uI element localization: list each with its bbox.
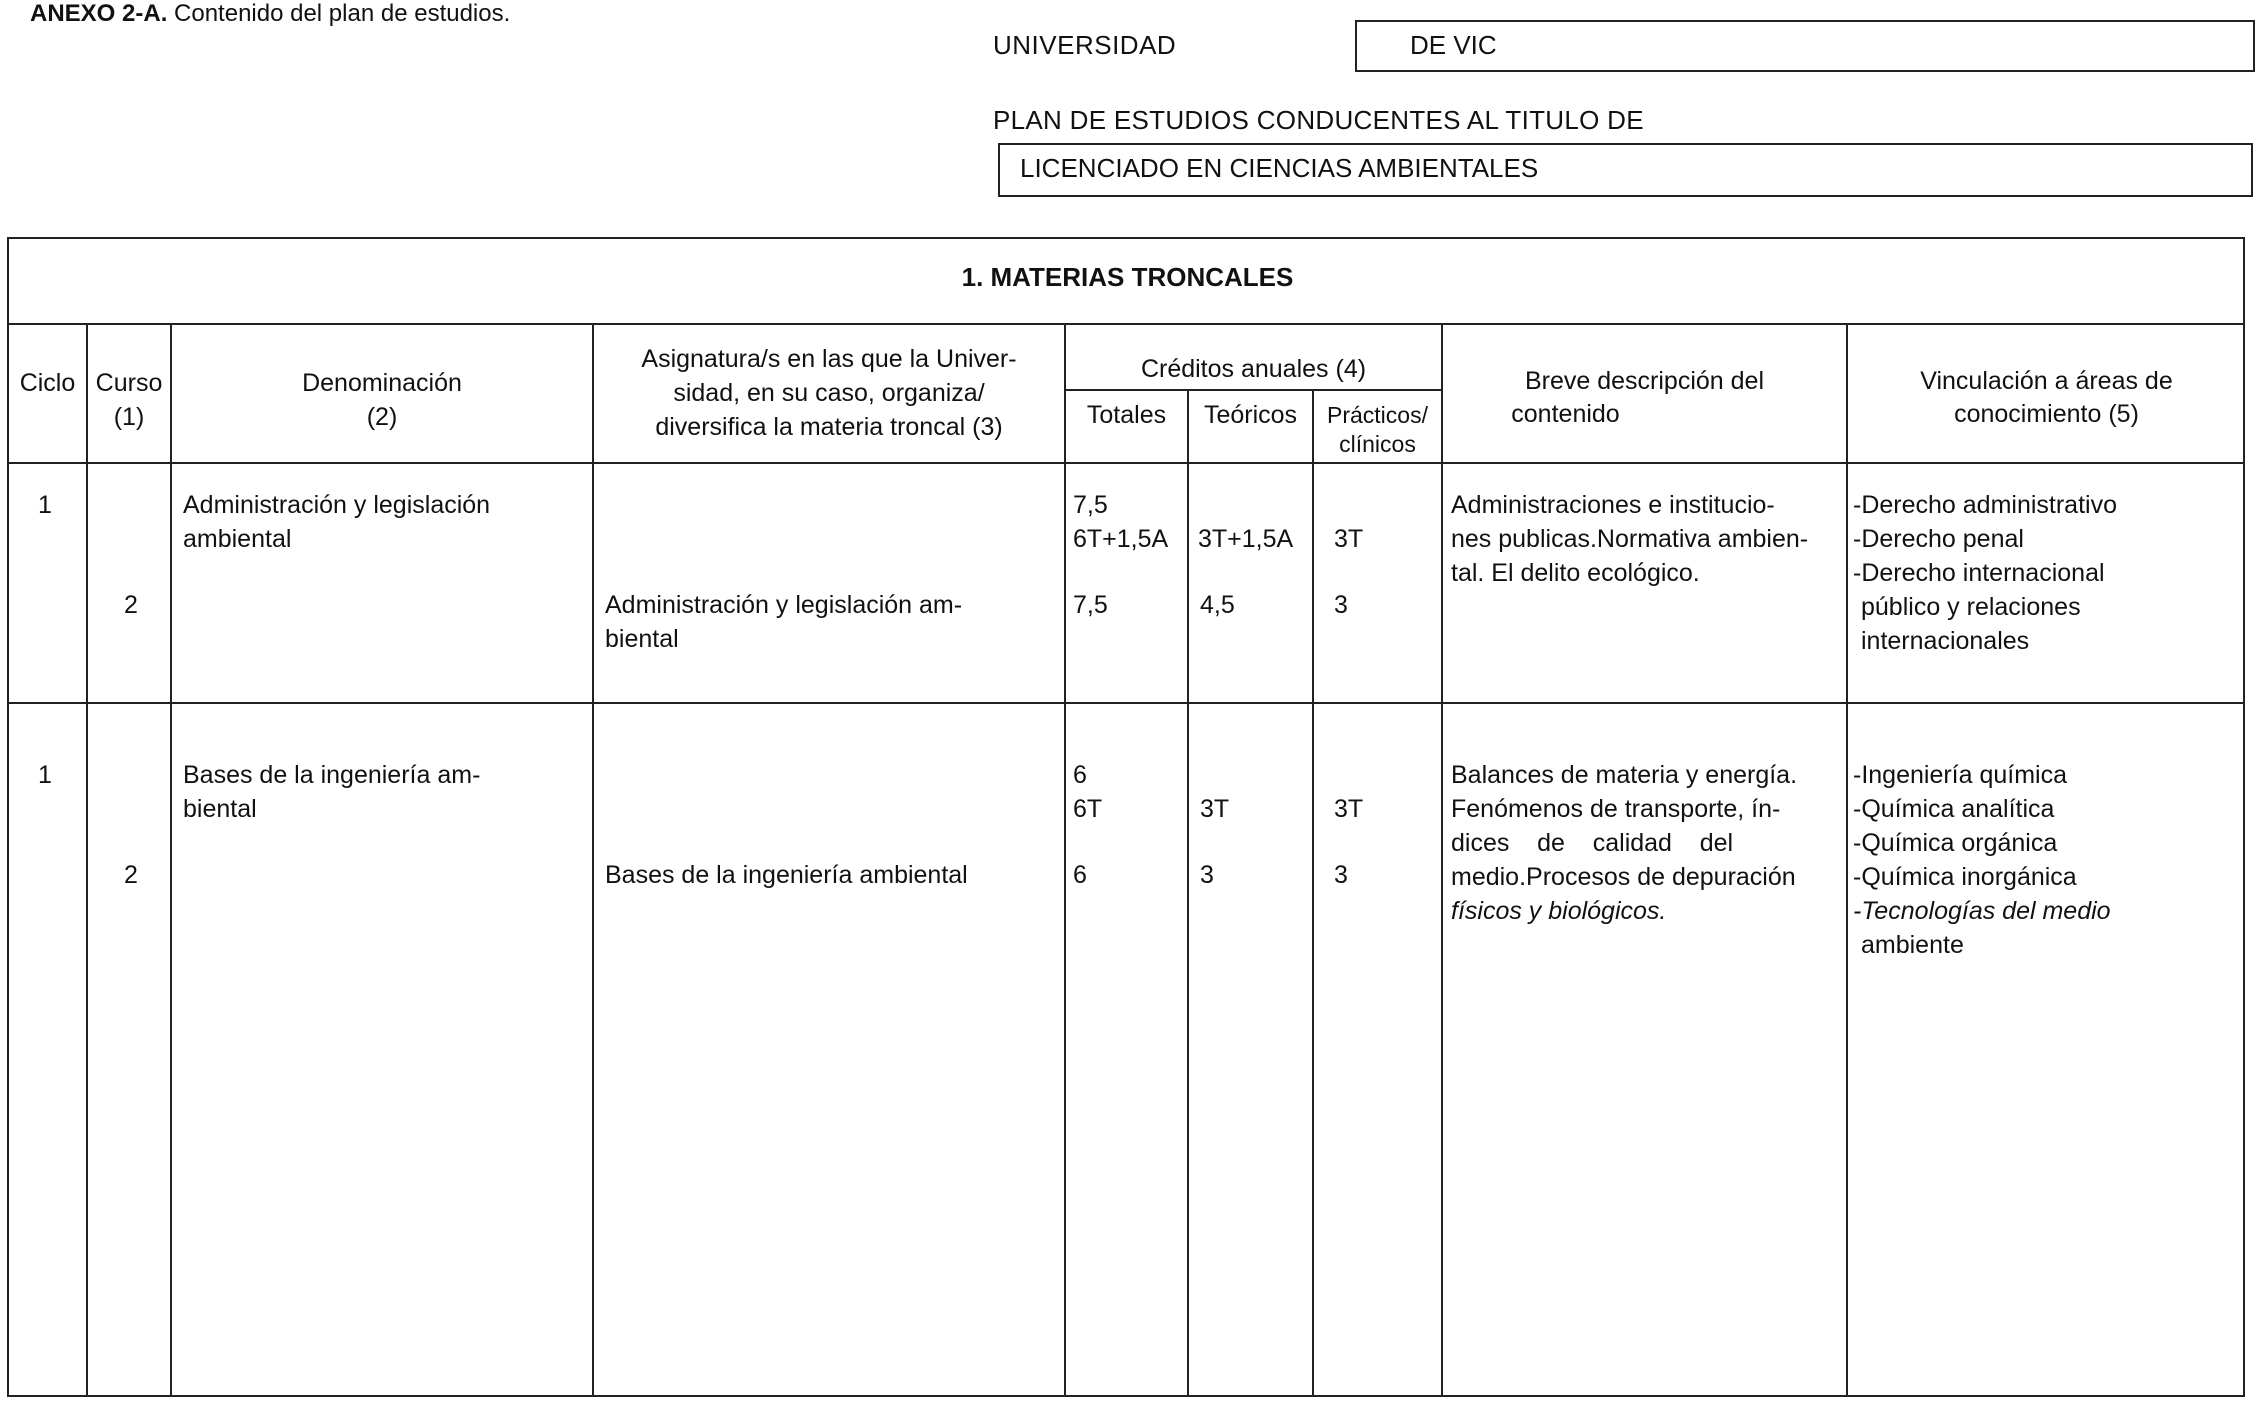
row2-denominacion-line1: Bases de la ingeniería am-: [183, 761, 481, 789]
row1-totales-materia-split: 6T+1,5A: [1073, 525, 1169, 553]
header-descripcion-line1: Breve descripción del: [1524, 367, 1764, 395]
row2-area-1: -Ingeniería química: [1853, 761, 2068, 789]
row1-practicos-asignatura: 3: [1334, 591, 1348, 619]
header-denominacion-note: (2): [366, 403, 398, 431]
header-curso: Curso: [95, 369, 163, 397]
row1-descripcion-line2: nes publicas.Normativa ambien-: [1451, 525, 1809, 553]
row1-ciclo: 1: [38, 491, 52, 519]
row2-practicos-asignatura: 3: [1334, 861, 1348, 889]
header-descripcion-line2: contenido: [1511, 400, 1620, 428]
table-divider: [1064, 389, 1441, 391]
row1-area-2: -Derecho penal: [1853, 525, 2024, 553]
row1-curso: 2: [124, 591, 138, 619]
header-curso-note: (1): [113, 403, 145, 431]
column-divider: [592, 323, 594, 1397]
row1-area-3: -Derecho internacional: [1853, 559, 2105, 587]
row1-asignatura-line1: Administración y legislación am-: [605, 591, 963, 619]
header-ciclo: Ciclo: [19, 369, 76, 397]
row1-asignatura-line2: biental: [605, 625, 679, 653]
column-divider: [1064, 323, 1066, 1397]
row2-area-4: -Química inorgánica: [1853, 863, 2077, 891]
row1-totales-asignatura: 7,5: [1073, 591, 1108, 619]
row1-teoricos-materia: 3T+1,5A: [1198, 525, 1294, 553]
row2-totales-materia-split: 6T: [1073, 795, 1103, 823]
row2-curso: 2: [124, 861, 138, 889]
row1-denominacion-line2: ambiental: [183, 525, 292, 553]
annex-heading: [30, 0, 510, 28]
row1-teoricos-asignatura: 4,5: [1200, 591, 1235, 619]
university-label: UNIVERSIDAD: [993, 30, 1177, 60]
annex-text: Contenido del plan de estudios.: [167, 0, 511, 27]
table-divider: [7, 462, 2245, 464]
row1-totales-materia: 7,5: [1073, 491, 1108, 519]
header-practicos-line2: clínicos: [1339, 431, 1416, 457]
header-asignatura-line2: sidad, en su caso, organiza/: [673, 379, 985, 407]
row1-descripcion-line3: tal. El delito ecológico.: [1451, 559, 1700, 587]
row1-descripcion-line1: Administraciones e institucio-: [1451, 491, 1775, 519]
row2-area-2: -Química analítica: [1853, 795, 2055, 823]
row2-descripcion-line3: dices de calidad del: [1451, 829, 1734, 857]
row2-totales-asignatura: 6: [1073, 861, 1087, 889]
header-teoricos: Teóricos: [1203, 401, 1298, 429]
column-divider: [1441, 323, 1443, 1397]
header-asignatura-line1: Asignatura/s en las que la Univer-: [641, 345, 1017, 373]
row2-asignatura-line1: Bases de la ingeniería ambiental: [605, 861, 968, 889]
row1-area-5: internacionales: [1861, 627, 2030, 655]
table-divider: [7, 323, 2245, 325]
header-creditos: Créditos anuales (4): [1140, 355, 1367, 383]
header-vinculacion-line1: Vinculación a áreas de: [1920, 367, 2173, 395]
row1-practicos-materia: 3T: [1334, 525, 1364, 553]
row1-area-1: -Derecho administrativo: [1853, 491, 2117, 519]
column-divider: [1846, 323, 1848, 1397]
header-vinculacion-line2: conocimiento (5): [1954, 400, 2139, 428]
column-divider: [170, 323, 172, 1397]
row2-ciclo: 1: [38, 761, 52, 789]
plan-label: PLAN DE ESTUDIOS CONDUCENTES AL TITULO DE: [993, 105, 1644, 135]
header-totales: Totales: [1086, 401, 1167, 429]
row2-denominacion-line2: biental: [183, 795, 257, 823]
row2-teoricos-materia: 3T: [1200, 795, 1230, 823]
column-divider: [1312, 389, 1314, 1397]
column-divider: [86, 323, 88, 1397]
row2-area-3: -Química orgánica: [1853, 829, 2058, 857]
section-title: 1. MATERIAS TRONCALES: [961, 262, 1294, 292]
annex-label: ANEXO 2-A.: [30, 0, 168, 27]
university-value: DE VIC: [1410, 30, 1497, 60]
row2-teoricos-asignatura: 3: [1200, 861, 1214, 889]
row2-descripcion-line2: Fenómenos de transporte, ín-: [1451, 795, 1781, 823]
row1-area-4: público y relaciones: [1861, 593, 2081, 621]
header-practicos-line1: Prácticos/: [1327, 402, 1428, 428]
header-denominacion: Denominación: [302, 369, 462, 397]
row2-descripcion-line4: medio.Procesos de depuración: [1451, 863, 1796, 891]
row2-practicos-materia: 3T: [1334, 795, 1364, 823]
degree-value: LICENCIADO EN CIENCIAS AMBIENTALES: [1020, 153, 1539, 183]
row1-denominacion-line1: Administración y legislación: [183, 491, 491, 519]
row2-totales-materia: 6: [1073, 761, 1087, 789]
header-asignatura-line3: diversifica la materia troncal (3): [655, 413, 1003, 441]
row2-area-5: -Tecnologías del medio: [1853, 897, 2111, 925]
row2-area-6: ambiente: [1861, 931, 1964, 959]
row2-descripcion-line1: Balances de materia y energía.: [1451, 761, 1798, 789]
table-divider: [7, 702, 2245, 704]
column-divider: [1187, 389, 1189, 1397]
row2-descripcion-line5: físicos y biológicos.: [1451, 897, 1667, 925]
